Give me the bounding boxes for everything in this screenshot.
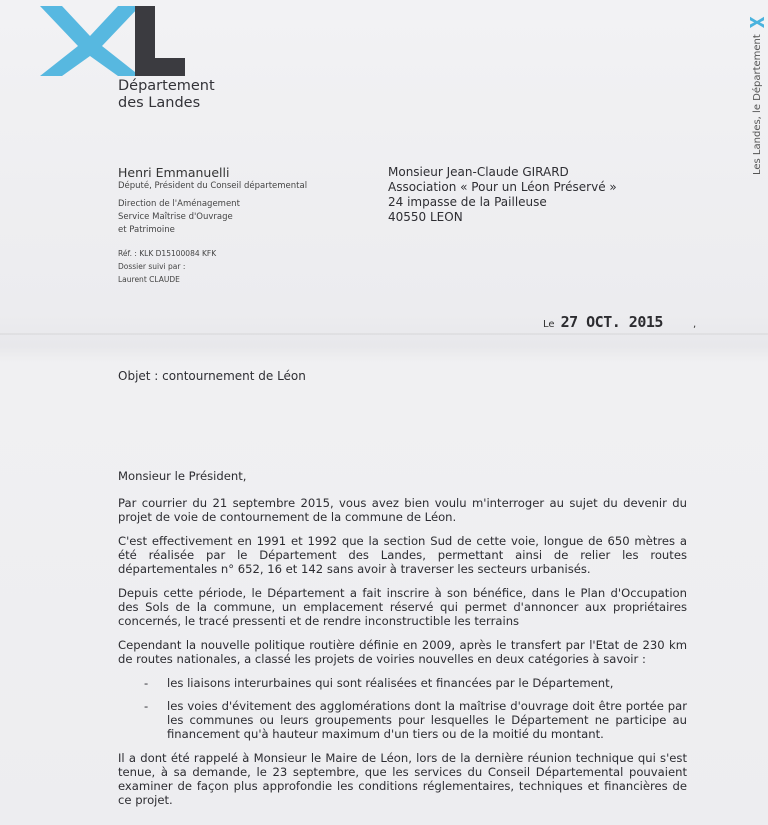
- paragraph: Il a dont été rappelé à Monsieur le Maire de Léon, lors de la dernière réunion technique qui s'est tenue, à sa demande, le 23 septembre, que les services du Conseil Départemental pouvaient examiner de façon plus approfondie les conditions réglementaires, techniques et financières de ce projet.: [118, 751, 687, 807]
- reference-block: [118, 247, 307, 286]
- recipient-line: Association « Pour un Léon Préservé »: [388, 180, 617, 194]
- side-brand: [750, 14, 764, 175]
- date-trail: ,: [692, 319, 697, 330]
- bullet-dash: -: [144, 699, 149, 713]
- sender-name: Henri Emmanuelli: [118, 165, 230, 180]
- recipient-line: 24 impasse de la Pailleuse: [388, 195, 547, 209]
- department-logo: [40, 6, 190, 76]
- department-name-line2: des Landes: [118, 95, 201, 111]
- paragraph: Par courrier du 21 septembre 2015, vous avez bien voulu m'interroger au sujet du devenir du projet de voie de contournement de la commune de Léon.: [118, 496, 687, 524]
- list-item: [118, 676, 687, 690]
- paragraph: Cependant la nouvelle politique routière définie en 2009, après le transfert par l'Etat de 230 km de routes nationales, a classé les projets de voiries nouvelles en deux catégories à savoir :: [118, 638, 687, 666]
- side-brand-text: Les Landes, le Département: [751, 34, 763, 175]
- service-line: et Patrimoine: [118, 225, 175, 235]
- side-logo-icon: [750, 14, 764, 28]
- dossier-contact: Laurent CLAUDE: [118, 275, 180, 284]
- recipient-line: 40550 LEON: [388, 210, 463, 224]
- recipient-line: Monsieur Jean-Claude GIRARD: [388, 165, 569, 179]
- letter-body: [118, 469, 687, 817]
- date-prefix: Le: [543, 319, 555, 330]
- paragraph: C'est effectivement en 1991 et 1992 que la section Sud de cette voie, longue de 650 mètres a été réalisée par le Département des Landes, permettant ainsi de relier les routes départementales n° 652, 16 et 142 sans avoir à traverser les secteurs urbanisés.: [118, 534, 687, 576]
- department-name-line1: Département: [118, 78, 215, 94]
- subject-line: Objet : contournement de Léon: [118, 369, 306, 383]
- department-name: [118, 78, 215, 112]
- date-stamp: 27 OCT. 2015: [560, 313, 663, 331]
- list-item-text: les liaisons interurbaines qui sont réalisées et financées par le Département,: [167, 676, 614, 690]
- fold-line: [0, 333, 768, 335]
- recipient-address: [388, 165, 617, 225]
- category-list: [118, 676, 687, 741]
- sender-block: [118, 165, 307, 286]
- dossier-label: Dossier suivi par :: [118, 262, 186, 271]
- date-line: [543, 313, 696, 331]
- service-line: Direction de l'Aménagement: [118, 199, 240, 209]
- list-item-text: les voies d'évitement des agglomérations dont la maîtrise d'ouvrage doit être portée par les communes ou leurs groupements pour lesquelles le Département ne participe au financement qu'à hauteur maximum d'un tiers ou de la moitié du montant.: [167, 699, 687, 741]
- bullet-dash: -: [144, 676, 149, 690]
- sender-service: [118, 198, 307, 237]
- service-line: Service Maîtrise d'Ouvrage: [118, 212, 233, 222]
- reference-number: Réf. : KLK D15100084 KFK: [118, 249, 217, 258]
- paragraph: Depuis cette période, le Département a fait inscrire à son bénéfice, dans le Plan d'Occupation des Sols de la commune, un emplacement réservé qui permet d'annoncer aux propriétaires concernés, le tracé pressenti et de rendre inconstructible les terrains: [118, 586, 687, 628]
- list-item: [118, 699, 687, 741]
- sender-title: Député, Président du Conseil départemental: [118, 181, 308, 191]
- salutation: Monsieur le Président,: [118, 469, 247, 483]
